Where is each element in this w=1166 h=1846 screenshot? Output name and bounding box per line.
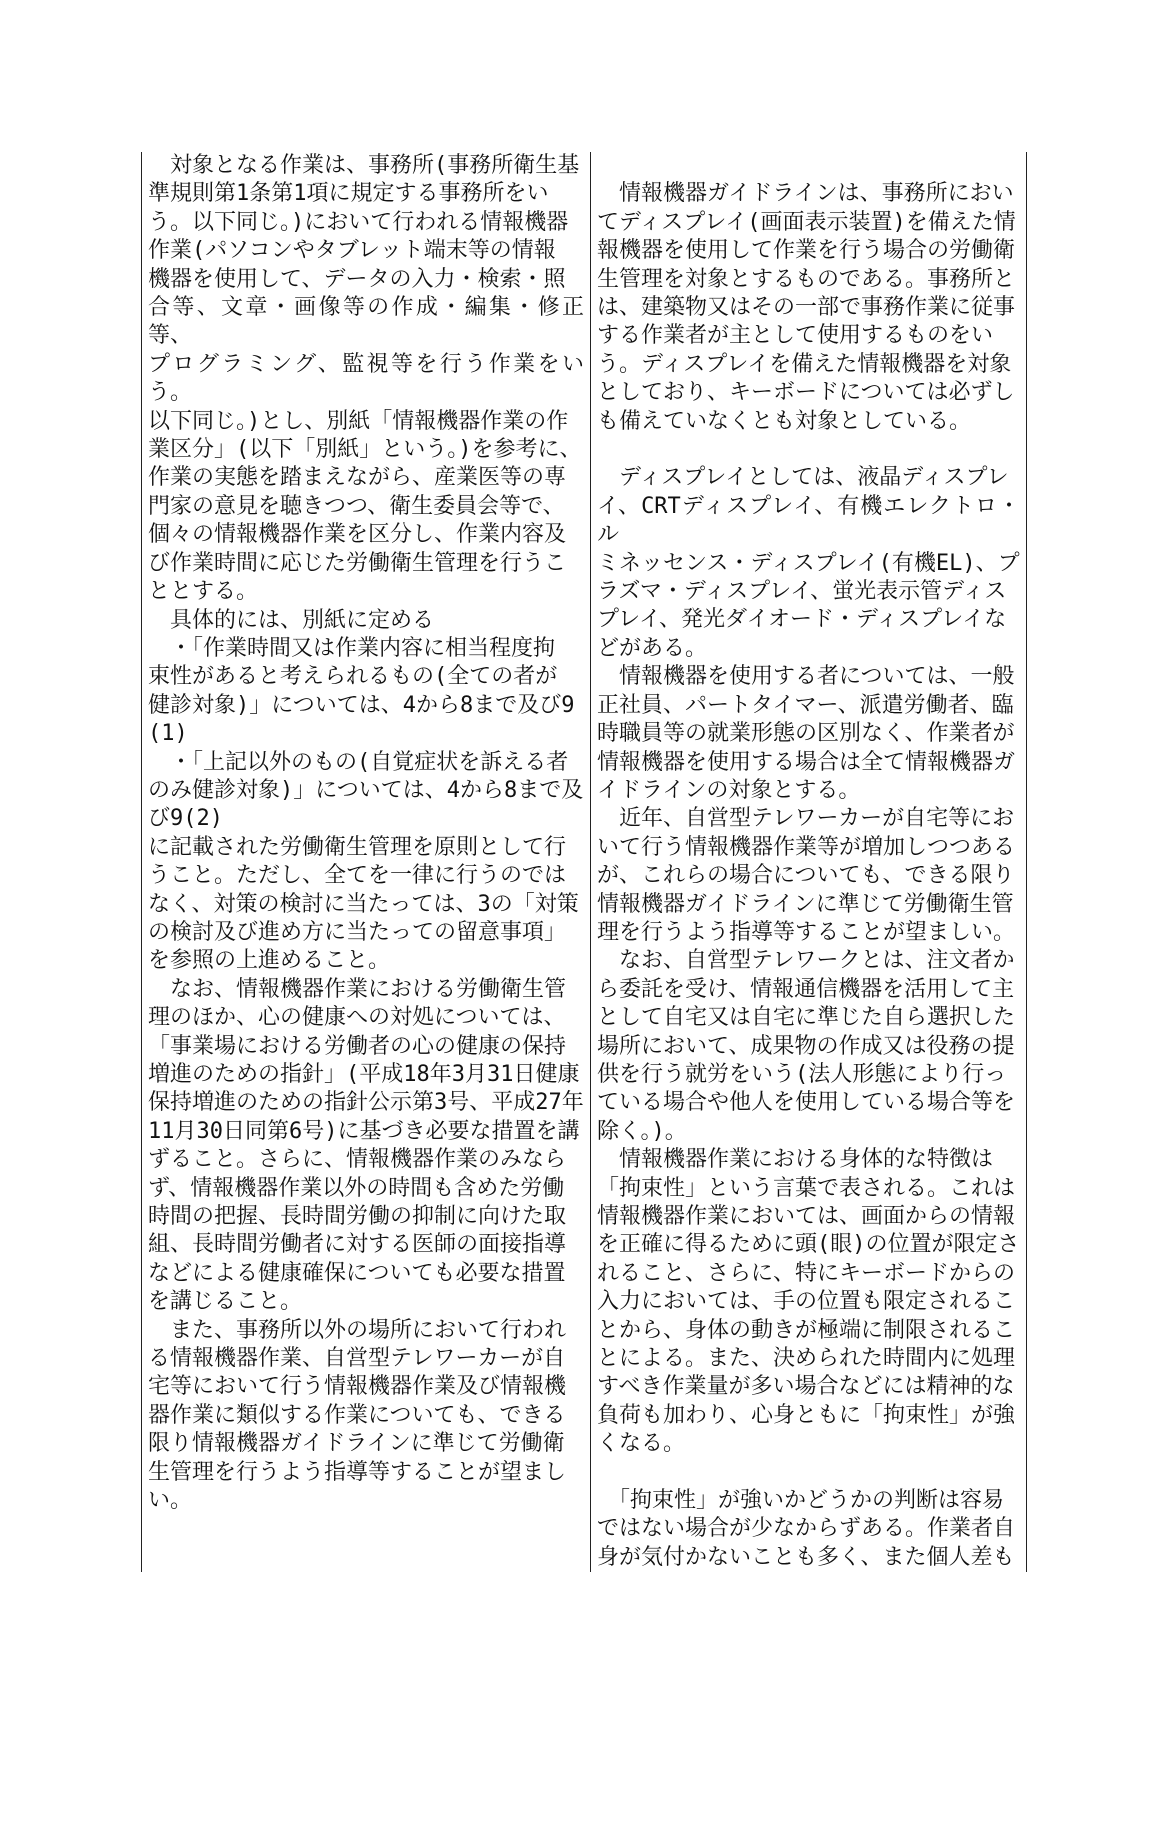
text-line: を講じること。 (148, 1289, 303, 1315)
text-line: のみ健診対象)」については、4から8まで及 (148, 777, 584, 803)
text-line: ではない場合が少なからずある。作業者自 (597, 1516, 1016, 1542)
text-line: 機器を使用して、データの入力・検索・照 (148, 266, 566, 292)
text-line: 「拘束性」が強いかどうかの判断は容易 (597, 1488, 1005, 1514)
text-line: ている場合や他人を使用している場合等を (597, 1090, 1016, 1116)
text-line: 合等、文章・画像等の作成・編集・修正等、 (148, 295, 584, 349)
text-line (597, 152, 1020, 180)
text-line: 情報機器作業における身体的な特徴は (597, 1147, 994, 1173)
text-line: ミネッセンス・ディスプレイ(有機EL)、プ (597, 550, 1020, 576)
text-line: なお、情報機器作業における労働衛生管 (148, 976, 567, 1002)
text-line: いて行う情報機器作業等が増加しつつある (597, 834, 1016, 860)
paragraph (597, 1487, 1020, 1572)
paragraph (148, 834, 584, 976)
text-line: 保持増進のための指針公示第3号、平成27年 (148, 1090, 584, 1116)
text-line: としており、キーボードについては必ずし (597, 380, 1015, 406)
text-line: 業区分」(以下「別紙」という。)を参考に、 (148, 437, 582, 463)
text-line: 作業(パソコンやタブレット端末等の情報 (148, 238, 556, 264)
text-line: また、事務所以外の場所において行われ (148, 1317, 567, 1343)
text-line: なく、対策の検討に当たっては、3の「対策 (148, 891, 579, 917)
text-line: などによる健康確保についても必要な措置 (148, 1260, 566, 1286)
text-line: 理のほか、心の健康への対処については、 (148, 1005, 566, 1031)
text-line: 束性があると考えられるもの(全ての者が (148, 664, 558, 690)
text-line: 身が気付かないことも多く、また個人差も (597, 1544, 1015, 1570)
text-line: 健診対象)」については、4から8まで及び9 (148, 692, 575, 718)
text-line: 場所において、成果物の作成又は役務の提 (597, 1033, 1015, 1059)
text-line: 「拘束性」という言葉で表される。これは (597, 1175, 1016, 1201)
text-line: する作業者が主として使用するものをい (597, 323, 994, 349)
text-line: れること、さらに、特にキーボードからの (597, 1260, 1016, 1286)
text-line: 準規則第1条第1項に規定する事務所をい (148, 181, 549, 207)
text-line: 個々の情報機器作業を区分し、作業内容及 (148, 522, 567, 548)
text-line: くなる。 (597, 1431, 686, 1457)
text-line (597, 436, 1020, 464)
text-line: が、これらの場合についても、できる限り (597, 863, 1015, 889)
paragraph (148, 749, 584, 834)
text-line: なお、自営型テレワークとは、注文者か (597, 948, 1015, 974)
text-line: 情報機器を使用する者については、一般 (597, 664, 1015, 690)
text-line: 以下同じ。)とし、別紙「情報機器作業の作 (148, 408, 569, 434)
text-line: う。ディスプレイを備えた情報機器を対象 (597, 351, 1012, 377)
right-column-text (597, 152, 1020, 1572)
text-line: ・「上記以外のもの(自覚症状を訴える者 (148, 749, 569, 775)
paragraph (597, 805, 1020, 947)
text-line: ・「作業時間又は作業内容に相当程度拘 (148, 635, 556, 661)
left-column (142, 152, 591, 1572)
text-line: の検討及び進め方に当たっての留意事項」 (148, 919, 567, 945)
two-column-table (141, 152, 1027, 1572)
text-line: び作業時間に応じた労働衛生管理を行うこ (148, 550, 567, 576)
text-line: び9(2) (148, 806, 223, 832)
text-line: 正社員、パートタイマー、派遣労働者、臨 (597, 692, 1014, 718)
text-line: とによる。また、決められた時間内に処理 (597, 1346, 1016, 1372)
text-line: を正確に得るために頭(眼)の位置が限定さ (597, 1232, 1020, 1258)
text-line: 理を行うよう指導等することが望ましい。 (597, 919, 1016, 945)
text-line: 時職員等の就業形態の区別なく、作業者が (597, 721, 1015, 747)
text-line: 情報機器ガイドラインに準じて労働衛生管 (597, 891, 1014, 917)
text-line: う。以下同じ。)において行われる情報機器 (148, 209, 569, 235)
paragraph (148, 976, 584, 1317)
text-line: ディスプレイとしては、液晶ディスプレ (597, 465, 1009, 491)
text-line: 限り情報機器ガイドラインに準じて労働衛 (148, 1431, 565, 1457)
text-line: 組、長時間労働者に対する医師の面接指導 (148, 1232, 567, 1258)
text-line: 報機器を使用して作業を行う場合の労働衛 (597, 238, 1016, 264)
text-line: ラズマ・ディスプレイ、蛍光表示管ディス (597, 579, 1007, 605)
text-line: 生管理を対象とするものである。事務所と (597, 266, 1016, 292)
blank-line (597, 152, 1020, 180)
text-line: 器作業に類似する作業についても、できる (148, 1402, 566, 1428)
text-line: ととする。 (148, 579, 259, 605)
paragraph (597, 180, 1020, 436)
text-line: い。 (148, 1488, 193, 1514)
right-column (591, 152, 1026, 1572)
blank-line (597, 1459, 1020, 1487)
text-line: 対象となる作業は、事務所(事務所衛生基 (148, 153, 580, 178)
text-line: として自宅又は自宅に準じた自ら選択した (597, 1005, 1016, 1031)
paragraph (597, 464, 1020, 663)
text-line: 供を行う就労をいう(法人形態により行っ (597, 1061, 1007, 1087)
text-line: る情報機器作業、自営型テレワーカーが自 (148, 1346, 566, 1372)
paragraph (597, 947, 1020, 1146)
text-line: 宅等において行う情報機器作業及び情報機 (148, 1374, 567, 1400)
paragraph (148, 152, 584, 607)
paragraph (148, 635, 584, 749)
text-line: を参照の上進めること。 (148, 948, 391, 974)
text-line: 生管理を行うよう指導等することが望まし (148, 1459, 567, 1485)
text-line: 情報機器作業においては、画面からの情報 (597, 1204, 1016, 1229)
text-line: 「事業場における労働者の心の健康の保持 (148, 1033, 567, 1059)
text-line: 入力においては、手の位置も限定されるこ (597, 1289, 1016, 1315)
text-line: 11月30日同第6号)に基づき必要な措置を講 (148, 1118, 580, 1144)
text-line: すべき作業量が多い場合などには精神的な (597, 1374, 1015, 1400)
text-line: 時間の把握、長時間労働の抑制に向けた取 (148, 1204, 567, 1230)
text-line: に記載された労働衛生管理を原則として行 (148, 834, 567, 860)
blank-line (597, 436, 1020, 464)
text-line: うこと。ただし、全てを一律に行うのでは (148, 863, 567, 889)
text-line: どがある。 (597, 635, 708, 661)
left-column-text (148, 152, 584, 1516)
text-line: プログラミング、監視等を行う作業をいう。 (148, 351, 584, 406)
text-line: ずること。さらに、情報機器作業のみなら (148, 1147, 567, 1173)
text-line: とから、身体の動きが極端に制限されるこ (597, 1317, 1016, 1343)
text-line: プレイ、発光ダイオード・ディスプレイな (597, 607, 1007, 633)
text-line: 具体的には、別紙に定める (148, 607, 435, 633)
text-line (597, 1459, 1020, 1487)
text-line: 作業の実態を踏まえながら、産業医等の専 (148, 465, 567, 491)
text-line: 情報機器ガイドラインは、事務所におい (597, 181, 1014, 207)
text-line: てディスプレイ(画面表示装置)を備えた情 (597, 209, 1016, 235)
text-line: (1) (148, 721, 188, 747)
text-line: 門家の意見を聴きつつ、衛生委員会等で、 (148, 493, 565, 519)
text-line: イ、CRTディスプレイ、有機エレクトロ・ル (597, 493, 1020, 548)
text-line: イドラインの対象とする。 (597, 777, 861, 803)
text-line: ず、情報機器作業以外の時間も含めた労働 (148, 1175, 565, 1201)
text-line: 情報機器を使用する場合は全て情報機器ガ (597, 749, 1016, 775)
text-line: も備えていなくとも対象としている。 (597, 408, 972, 434)
paragraph (148, 1317, 584, 1516)
paragraph (597, 1146, 1020, 1458)
text-line: 負荷も加わり、心身ともに「拘束性」が強 (597, 1402, 1016, 1428)
text-line: 除く。)。 (597, 1118, 687, 1144)
text-line: 近年、自営型テレワーカーが自宅等にお (597, 806, 1015, 832)
text-line: は、建築物又はその一部で事務作業に従事 (597, 295, 1016, 321)
text-line: 増進のための指針」(平成18年3月31日健康 (148, 1062, 580, 1087)
text-line: ら委託を受け、情報通信機器を活用して主 (597, 976, 1015, 1002)
paragraph (597, 663, 1020, 805)
paragraph (148, 607, 584, 635)
